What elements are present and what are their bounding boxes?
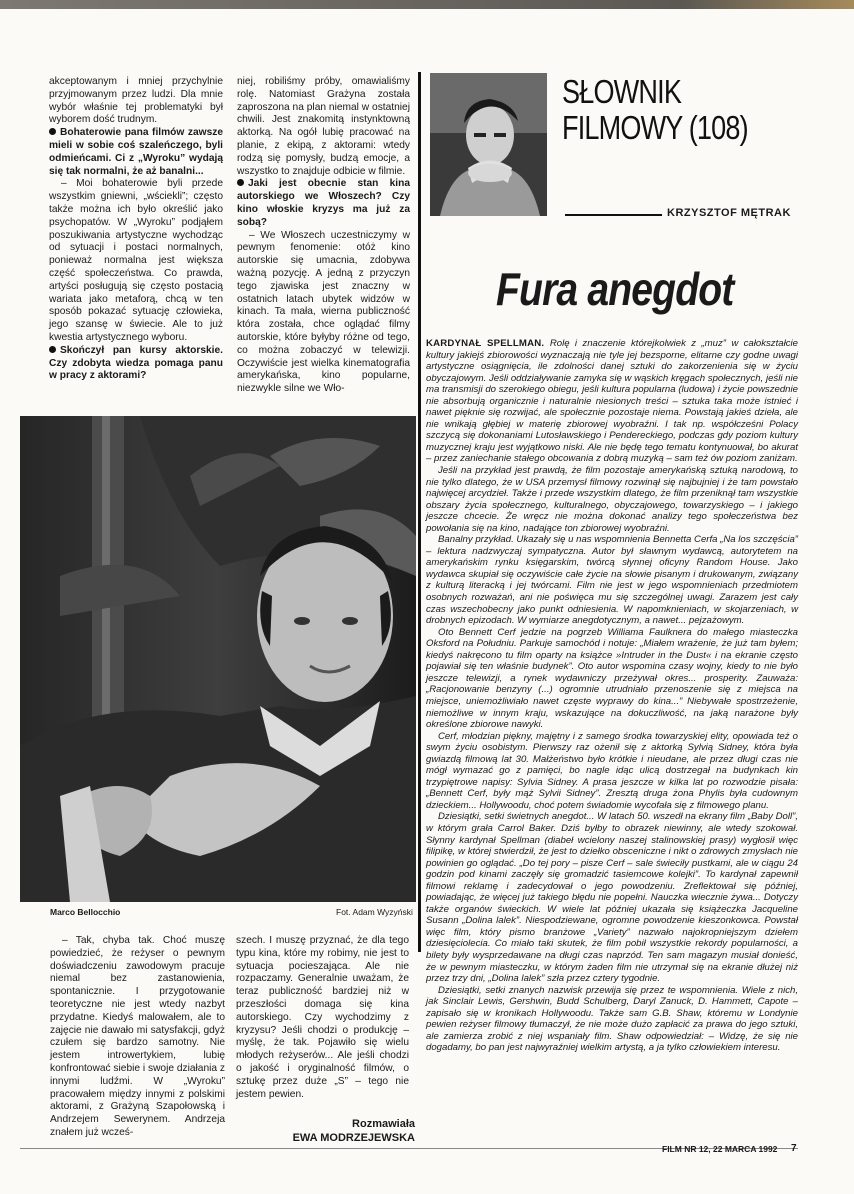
dictionary-entry-title: KARDYNAŁ SPELLMAN.: [426, 338, 550, 349]
photo-caption: Marco Bellocchio: [50, 907, 121, 917]
dictionary-paragraph: [426, 465, 798, 534]
paragraph-text: Dziesiątki, setki znanych nazwisk przewija się przez te wspomnienia. Wiele z nich, jak Sinclair Lewis, Gershwin, Budd Schulberg, Daryl Zanuck, D. Hammett, Capote – zapisało się w kronikach Hollywoodu. Także sam G.B. Shaw, któremu w Londynie pewien reżyser filmowy tłumaczył, że nie może dużo zapłacić za prawa do jego sztuki, ale zamierza zrobić z niej wspaniały film. Shaw odpowiedział: – Widzę, że się nie dogadamy, bo pan jest najwyraźniej wielkim artystą, a ja tylko człowiekiem interesu.: [426, 984, 798, 1054]
paragraph-text: Jeśli na przykład jest prawdą, że film pozostaje amerykańską sztuką narodową, to nie tylko dlatego, że w USA przemysł filmowy rozwinął się najbujniej i że tam powstało najwięcej arcydzieł. Także i przede wszystkim dlatego, że film przeniknął tam wszystkie obszary życia społecznego, kulturalnego, obyczajowego, towarzyskiego – i jakiego jeszcze chcecie. Że wręcz nie można dokonać analizy tego społeczeństwa bez powołania się na kino, nadające ton zbiorowej wyobraźni.: [426, 465, 798, 534]
paragraph-text: niej, robiliśmy próby, omawialiśmy rolę. Natomiast Grażyna została zaproszona na plan niemal w ostatniej chwili. Jest znakomitą instynktowną aktorką. Na ogół lubię pracować na planie, z ekipą, z aktorami: wtedy rodzą się pomysły, budzą emocje, a wszystko to znajduje odbicie w filmie.: [237, 76, 410, 177]
series-title: [562, 74, 748, 146]
paragraph-text: – Tak, chyba tak. Choć muszę powiedzieć, że reżyser o pewnym doświadczeniu zawodowym pracuje niemal bez zastanowienia, spontanicznie. I przygotowanie teoretyczne nie jest wtedy nazbyt przydatne. Kiedyś malowałem, ale to zajęcie nie dawało mi satysfakcji, gdyż czułem się bardzo samotny. Nie jestem introwertykiem, lubię konfrontować siebie i swoje działania z innymi ludźmi. W „Wyroku” pracowałem między innymi z polskimi aktorami, z Grażyną Szapołowską i Andrzejem Sewerynem. Andrzeja znałem już wcześ-: [50, 935, 225, 1138]
paragraph-text: Dziesiątki, setki świetnych anegdot... W latach 50. wszedł na ekrany film „Baby Doll”, w którym grała Carrol Baker. Dziś byłby to obrazek niewinny, ale wtedy szokował. Słynny kardynał Spellman (diabeł wcielony naszej stalinowskiej prasy) wygłosił więc filipikę, w której stwierdził, że jest to dziełko obsceniczne i nikt o zdrowych zmysłach nie powinien go oglądać. „Do tej pory – pisze Cerf – sale świeciły pustkami, ale w ciągu 24 godzin pod kinami zaczęły się gromadzić tasiemcowe kolejki”. To kardynał zapewnił filmowi reklamę i zadecydował o jego powodzeniu. Zreflektował się później, powiadając, że więcej już takiego błędu nie popełni. Nauczka wiecznie żywa... Dotyczy także organów świeckich. W wiele lat później ukazała się książeczka Jacqueline Susann „Dolina lalek”. Niespodziewane, ogromne powodzenie kieszonkowca. Powstał więc film, który pismo branżowe „Variety” nazwało najokropniejszym dziełem dziesięciolecia. Co miało taki skutek, że film pobił wszystkie rekordy popularności, a bilety były wysprzedawane na długi czas naprzód. Ten sam magazyn musiał donieść, że w pewnym miasteczku, w którym żaden film nie utrzymał się na ekranie dłużej niż przez trzy dni, „Dolina lalek” szła przez cztery tygodnie.: [426, 811, 798, 985]
interview-paragraph: [50, 935, 225, 1140]
bullet-icon: [49, 346, 56, 353]
interview-paragraph: [237, 230, 410, 396]
paragraph-text: Bohaterowie pana filmów zawsze mieli w sobie coś szaleńczego, byli odmieńcami. Ci z „Wyroku” wydają się tak normalni, że aż banalni...: [49, 127, 223, 177]
column-divider: [418, 72, 421, 952]
headline: Fura anegdot: [496, 263, 734, 315]
interview-column-2: [237, 76, 410, 396]
interview-question: [49, 345, 223, 383]
interview-bottom-column-1: [50, 935, 225, 1140]
paragraph-text: szech. I muszę przyznać, że dla tego typu kina, które my robimy, nie jest to sytuacja pocieszająca. Ale nie rozpaczamy. Generalnie uważam, że teraz publiczność bardziej niż w przeszłości domaga się kina autorskiego. Czy wychodzimy z kryzysu? Jeśli chodzi o produkcję – myślę, że tak. Pojawiło się wielu młodych reżyserów... Ale jeśli chodzi o jakość i oryginalność filmów, o sztukę przez duże „S” – tego nie jestem pewien.: [236, 935, 409, 1100]
paragraph-text: Rolę i znaczenie którejkolwiek z „muz” w całokształcie kultury jakiejś zbiorowości wyznaczają nie tyle jej bezsporne, elitarne czy godne uwagi artystyczne osiągnięcia, ile zdolności danej sztuki do zakorzenienia się w życiu obyczajowym. Jeśli oddziaływanie zamyka się w wąskich kręgach społecznych, jeśli nie ma transmisji do szerokiego obiegu, jeśli kultura popularna (ludowa) i życie powszednie nie absorbują organicznie i naturalnie niesionych treści – sztuka taka może istnieć i nawet pięknie się rozwijać, ale społecznie pozostaje niema. Powstają jakieś dzieła, ale nie wnikają głębiej w materię zbiorowej wyobraźni. I tak np. współcześni Polacy szczycą się dokonaniami Lutosławskiego i Pendereckiego, podczas gdy poziom kultury muzycznej kraju jest wyjątkowo niski. Ale nie będę tego tematu kontynuował, bo akurat – przez zaniechanie stałego obcowania z dobrą muzyką – sam też ów poziom zaniżam.: [426, 338, 798, 465]
page-number: 7: [791, 1143, 797, 1154]
paragraph-text: Skończył pan kursy aktorskie. Czy zdobyta wiedza pomaga panu w pracy z aktorami?: [49, 344, 223, 382]
interview-paragraph: [49, 76, 223, 127]
paragraph-text: – Moi bohaterowie byli przede wszystkim gniewni, „wściekli”; często także można ich było określić jako psychopatów. W „Wyroku” podjąłem poszukiwania artystyczne wychodząc od sytuacji i postaci normalnych, ponieważ normalna jest większa część społeczeństwa. Co prawda, artyści posługują się często postacią wariata jako metaforą, chcą w ten sposób pokazać sytuację człowieka, jego szansę w świecie. Ale to już kwestia artystycznego wyboru.: [49, 178, 223, 343]
top-author: KRZYSZTOF MĘTRAK: [667, 207, 791, 219]
bullet-icon: [237, 179, 244, 186]
interview-paragraph: [49, 178, 223, 344]
series-title-line1: SŁOWNIK: [562, 73, 682, 110]
interview-column-1: [49, 76, 223, 383]
paragraph-text: akceptowanym i mniej przychylnie przyjmowanym przez ludzi. Dla mnie wybór właśnie tej problematyki był wyborem dość trudnym.: [49, 76, 223, 126]
interviewer-name: EWA MODRZEJEWSKA: [292, 1132, 415, 1144]
paragraph-text: Banalny przykład. Ukazały się u nas wspomnienia Bennetta Cerfa „Na los szczęścia” – lektura nadzwyczaj sympatyczna. Autor był sławnym wydawcą, autorytetem na amerykańskim rynku księgarskim, twórcą słynnej oficyny Random House. Jako wydawca skupiał się oczywiście całe życie na słowie pisanym i drukowanym, związany z kulturą literacką i jej twórcami. Film nie jest w jego wspomnieniach przedmiotem osobnych rozważań, ani nie poświęca mu się szczególnej uwagi. Zarazem jest cały czas wszechobecny jako punkt odniesienia. W napomknieniach, w skojarzeniach, w drobnych epizodach. W wymiarze anegdotycznym, a nawet... pejzażowym.: [426, 534, 798, 627]
interview-question: [237, 178, 410, 229]
dictionary-article: [426, 338, 798, 1054]
dictionary-paragraph: [426, 627, 798, 731]
interviewer-label: Rozmawiała: [352, 1118, 415, 1130]
interviewer-signature: [236, 1117, 415, 1145]
paragraph-text: Cerf, młodzian piękny, majętny i z samego środka towarzyskiej elity, opowiada też o swym życiu osobistym. Pierwszy raz ożenił się z aktorką Sylvią Sidney, która była gwiazdą filmową lat 30. Małżeństwo było krótkie i nieudane, ale przez długi czas nie mógł wymazać go z pamięci, bo nagle idąc ulicą dostrzegał na budynkach kin trzypiętrowe napisy: Sylvia Sidney. A prasa jeszcze w kilka lat po rozwodzie pisała: „Bennett Cerf, były mąż Sylvii Sidney”. Zresztą druga żona Phylis była cudownym dzieckiem... Hollywoodu, choć potem świadomie wycofała się z filmowego planu.: [426, 730, 798, 811]
series-title-line2: FILMOWY (108): [562, 109, 748, 146]
footer-issue: FILM NR 12, 22 MARCA 1992: [662, 1144, 778, 1154]
dictionary-paragraph: [426, 338, 798, 465]
interview-paragraph: [236, 935, 409, 1101]
bullet-icon: [49, 128, 56, 135]
paragraph-text: Oto Bennett Cerf jedzie na pogrzeb Williama Faulknera do małego miasteczka Oksford na Południu. Parkuje samochód i notuje: „Miałem wrażenie, że już tam byłem; kiedyś nakręcono tu film oparty na książce »Intruder in the Dust« i na ekranie często pojawiał się ten właśnie budynek”. Oto autor wspomina czasy wojny, kiedy to nie było jeszcze telewizji, a rynek wydawniczy przeżywał okres... prosperity. Zauważa: „Racjonowanie benzyny (...) ogromnie utrudniało przenoszenie się z miejsca na miejsce, uniemożliwiało nawet częste wyprawy do kina...” Niebywałe spostrzeżenie, niemożliwe w innym kraju, wskazujące na dokuczliwość, na jaką narażone były określone zbiorowe nawyki.: [426, 626, 798, 731]
photo-credit: Fot. Adam Wyzyński: [336, 907, 413, 917]
bellocchio-photo: [20, 416, 416, 902]
paragraph-text: Jaki jest obecnie stan kina autorskiego we Włoszech? Czy kino włoskie kryzys ma już za sobą?: [237, 178, 410, 228]
dictionary-paragraph: [426, 731, 798, 812]
author-rule: [565, 214, 662, 216]
dictionary-paragraph: [426, 534, 798, 626]
paragraph-text: – We Włoszech uczestniczymy w pewnym fenomenie: otóż kino autorskie się umacnia, zdobywa ważną pozycję. A jedną z przyczyn tego zjawiska jest znaczny w ostatnich latach ubytek widzów w kinach. Ta mała, wierna publiczność która została, chce oglądać filmy autorskie, które byłyby różne od tego, co można zobaczyć w telewizji. Oczywiście jest wielka kinematografia amerykańska, kino popularne, niezwykle silne we Wło-: [237, 229, 410, 395]
interview-paragraph: [237, 76, 410, 178]
author-portrait: [430, 73, 547, 216]
top-color-bar: [0, 0, 854, 9]
dictionary-paragraph: [426, 811, 798, 984]
dictionary-paragraph: [426, 985, 798, 1054]
interview-question: [49, 127, 223, 178]
interview-bottom-column-2: [236, 935, 409, 1101]
